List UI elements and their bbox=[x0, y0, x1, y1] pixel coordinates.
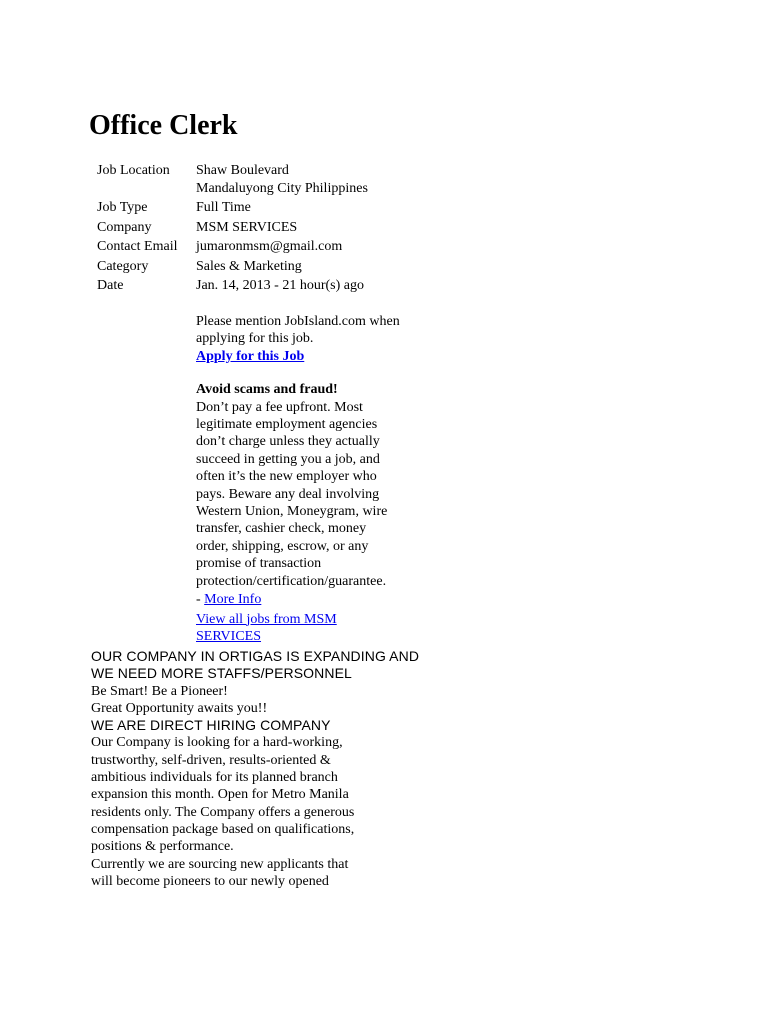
view-all-jobs-link[interactable] bbox=[196, 611, 366, 646]
detail-row-contact-email bbox=[97, 238, 427, 256]
mention-text: applying for this job. bbox=[196, 331, 314, 347]
scam-line: pays. Beware any deal involving bbox=[196, 486, 380, 502]
scam-line: don’t charge unless they actually bbox=[196, 434, 380, 450]
description-line: Our Company is looking for a hard-working, bbox=[91, 735, 343, 751]
detail-label: Date bbox=[97, 278, 124, 293]
scam-line: transfer, cashier check, money bbox=[196, 521, 367, 537]
description-line: expansion this month. Open for Metro Manila bbox=[91, 787, 349, 803]
detail-value: jumaronmsm@gmail.com bbox=[196, 239, 343, 254]
scam-warning-heading: Avoid scams and fraud! bbox=[196, 382, 338, 398]
description-heading: OUR COMPANY IN ORTIGAS IS EXPANDING AND bbox=[91, 648, 420, 664]
scam-line: often it’s the new employer who bbox=[196, 469, 377, 485]
scam-line: succeed in getting you a job, and bbox=[196, 451, 380, 467]
description-line: will become pioneers to our newly opened bbox=[91, 873, 329, 889]
detail-value: Jan. 14, 2013 - 21 hour(s) ago bbox=[196, 278, 364, 293]
detail-value bbox=[196, 162, 427, 197]
view-all-line: SERVICES bbox=[196, 628, 262, 644]
detail-value: Full Time bbox=[196, 200, 251, 215]
description-line: Great Opportunity awaits you!! bbox=[91, 700, 268, 716]
more-info-prefix: - bbox=[196, 592, 205, 608]
apply-link[interactable]: Apply for this Job bbox=[196, 348, 305, 364]
job-description bbox=[91, 648, 451, 890]
more-info-row bbox=[196, 591, 428, 608]
scam-warning-text bbox=[196, 399, 428, 590]
detail-label: Category bbox=[97, 258, 149, 274]
location-line: Mandaluyong City Philippines bbox=[196, 180, 368, 196]
mention-text: Please mention JobIsland.com when bbox=[196, 314, 400, 329]
description-line: positions & performance. bbox=[91, 839, 234, 855]
description-line: trustworthy, self-driven, results-oriented & bbox=[91, 752, 331, 768]
detail-row-job-type bbox=[97, 199, 427, 217]
detail-row-date bbox=[97, 277, 427, 295]
detail-value: Sales & Marketing bbox=[196, 258, 302, 274]
scam-line: legitimate employment agencies bbox=[196, 417, 378, 433]
scam-line: promise of transaction bbox=[196, 556, 322, 572]
scam-line: Don’t pay a fee upfront. Most bbox=[196, 399, 363, 415]
view-all-line: View all jobs from MSM bbox=[196, 611, 337, 627]
detail-row-category bbox=[97, 258, 427, 276]
description-heading: WE ARE DIRECT HIRING COMPANY bbox=[91, 717, 331, 734]
detail-label: Job Type bbox=[97, 200, 148, 215]
job-title: Office Clerk bbox=[89, 110, 238, 141]
detail-value: MSM SERVICES bbox=[196, 219, 298, 235]
more-info-link[interactable]: More Info bbox=[204, 592, 262, 608]
description-line: compensation package based on qualifications, bbox=[91, 821, 355, 837]
location-line: Shaw Boulevard bbox=[196, 163, 289, 178]
detail-row-company bbox=[97, 219, 427, 237]
description-line: Be Smart! Be a Pioneer! bbox=[91, 683, 228, 699]
scam-line: protection/certification/guarantee. bbox=[196, 573, 387, 589]
description-heading: WE NEED MORE STAFFS/PERSONNEL bbox=[91, 665, 352, 682]
apply-notice bbox=[196, 313, 428, 645]
description-line: ambitious individuals for its planned branch bbox=[91, 770, 338, 786]
scam-line: order, shipping, escrow, or any bbox=[196, 538, 369, 554]
description-line: residents only. The Company offers a generous bbox=[91, 804, 355, 820]
detail-label: Company bbox=[97, 219, 152, 235]
scam-line: Western Union, Moneygram, wire bbox=[196, 504, 388, 520]
job-details-table bbox=[97, 162, 427, 297]
detail-label: Job Location bbox=[97, 163, 170, 178]
description-line: Currently we are sourcing new applicants that bbox=[91, 856, 349, 872]
detail-row-location bbox=[97, 162, 427, 197]
detail-label: Contact Email bbox=[97, 239, 178, 254]
